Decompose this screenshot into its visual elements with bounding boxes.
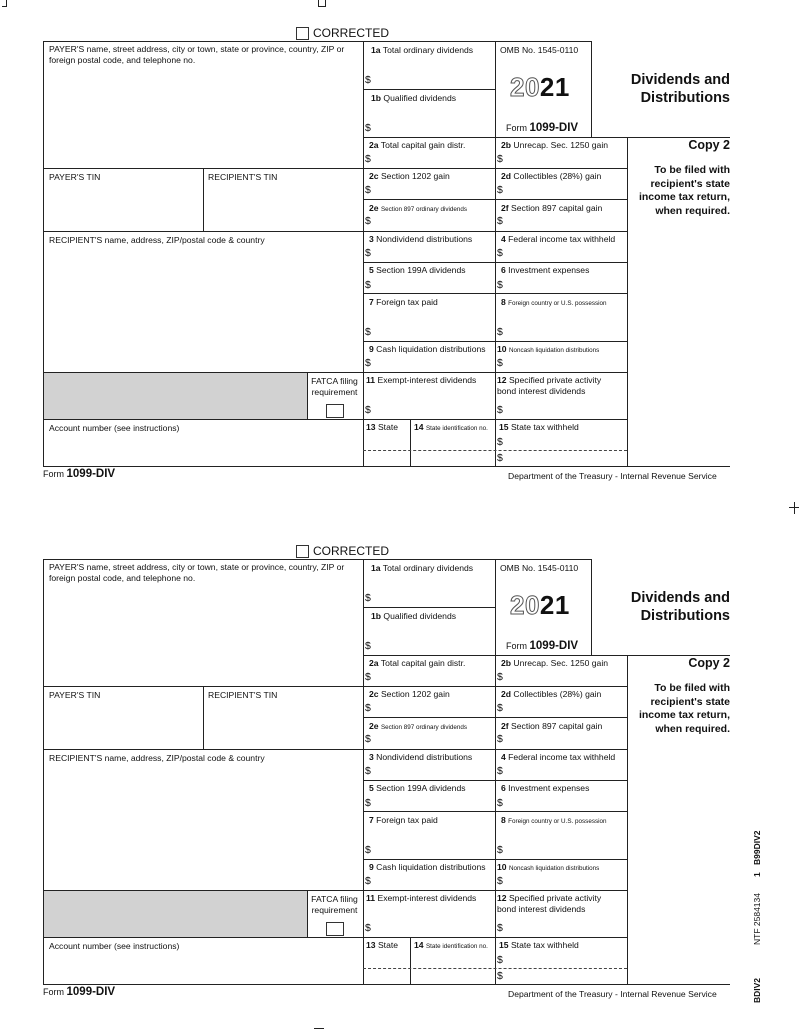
payer-block-label: PAYER'S name, street address, city or town, state or province, country, ZIP or foreign postal code, and telephone no. <box>49 44 345 65</box>
form-name-bottom: Form 1099-DIV <box>43 468 116 480</box>
box-1a-label <box>371 45 473 56</box>
rule <box>363 607 495 608</box>
box-15-amount-field-2[interactable]: $ <box>497 452 503 464</box>
corrected-checkbox[interactable] <box>296 27 309 40</box>
box-10-amount-field[interactable]: $ <box>497 357 503 369</box>
box-caption: Nondividend distributions <box>376 752 473 762</box>
box-2e-label <box>369 721 467 733</box>
rule <box>363 811 627 812</box>
box-number: 9 <box>369 344 374 354</box>
box-number: 2c <box>369 171 379 181</box>
rule <box>591 559 592 655</box>
box-8-amount-field[interactable]: $ <box>497 326 503 338</box>
box-caption: Investment expenses <box>508 265 590 275</box>
fatca-checkbox[interactable] <box>326 922 344 936</box>
box-caption: Specified private activity bond interest dividends <box>497 893 602 914</box>
box-12-amount-field[interactable]: $ <box>497 404 503 416</box>
box-5-amount-field[interactable]: $ <box>365 797 371 809</box>
rule <box>363 717 627 718</box>
box-2a-amount-field[interactable]: $ <box>365 671 371 683</box>
rule <box>363 262 627 263</box>
box-caption: Foreign tax paid <box>376 815 438 825</box>
copy-label: Copy 2 <box>688 656 730 670</box>
box-number: 7 <box>369 297 374 307</box>
box-2e-amount-field[interactable]: $ <box>365 733 371 745</box>
box-2e-amount-field[interactable]: $ <box>365 215 371 227</box>
rule <box>43 559 591 560</box>
box-number: 11 <box>366 893 376 903</box>
rule <box>363 89 495 90</box>
rule <box>43 419 627 420</box>
box-2d-label <box>501 171 601 182</box>
rule <box>363 450 627 451</box>
rule <box>495 41 496 137</box>
box-6-amount-field[interactable]: $ <box>497 279 503 291</box>
box-number: 15 <box>499 940 509 950</box>
box-caption: State tax withheld <box>510 422 579 432</box>
box-10-label <box>497 862 599 874</box>
box-2b-amount-field[interactable]: $ <box>497 671 503 683</box>
box-2c-label <box>369 689 450 700</box>
box-11-label <box>366 893 476 904</box>
form-name-bottom: Form 1099-DIV <box>43 986 116 998</box>
box-caption: Federal income tax withheld <box>508 234 616 244</box>
box-1a-amount-field[interactable]: $ <box>365 592 371 604</box>
box-number: 11 <box>366 375 376 385</box>
box-2a-label <box>369 140 465 151</box>
box-11-label <box>366 375 476 386</box>
form-title: Dividends and Distributions <box>630 590 730 624</box>
tax-year: 2021 <box>510 590 570 620</box>
box-13-label <box>366 422 398 433</box>
box-7-label <box>369 297 438 308</box>
box-3-amount-field[interactable]: $ <box>365 765 371 777</box>
recipient-block-label: RECIPIENT'S name, address, ZIP/postal code & country <box>49 753 265 763</box>
omb-number: OMB No. 1545-0110 <box>500 563 579 573</box>
box-caption: Qualified dividends <box>383 93 457 103</box>
box-number: 8 <box>501 297 506 307</box>
account-label: Account number (see instructions) <box>49 423 180 433</box>
box-number: 7 <box>369 815 374 825</box>
rule <box>43 466 730 467</box>
corrected-checkbox[interactable] <box>296 545 309 558</box>
filed-note: To be filed with recipient's state income tax return, when required. <box>638 164 730 217</box>
form-title: Dividends and Distributions <box>630 72 730 106</box>
side-sheet: 1 <box>752 872 762 877</box>
box-number: 2e <box>369 203 379 213</box>
box-number: 4 <box>501 234 506 244</box>
box-number: 10 <box>497 862 507 872</box>
fatca-checkbox[interactable] <box>326 404 344 418</box>
box-caption: Qualified dividends <box>383 611 457 621</box>
rule <box>363 293 627 294</box>
corrected-label: CORRECTED <box>313 544 390 558</box>
box-number: 13 <box>366 422 376 432</box>
box-7-amount-field[interactable]: $ <box>365 326 371 338</box>
box-caption: Section 199A dividends <box>376 783 466 793</box>
box-caption: Total capital gain distr. <box>380 140 466 150</box>
box-number: 2f <box>501 721 509 731</box>
box-caption: Section 1202 gain <box>380 171 450 181</box>
form-copy-bottom <box>0 518 800 1018</box>
box-2d-amount-field[interactable]: $ <box>497 702 503 714</box>
box-1b-amount-field[interactable]: $ <box>365 122 371 134</box>
fatca-label: FATCA filing requirement <box>311 376 358 397</box>
box-caption: Total ordinary dividends <box>382 563 474 573</box>
box-8-amount-field[interactable]: $ <box>497 844 503 856</box>
rule <box>363 559 364 984</box>
box-2a-label <box>369 658 465 669</box>
box-caption: Noncash liquidation distributions <box>508 865 600 872</box>
rule <box>43 41 591 42</box>
box-number: 2d <box>501 689 512 699</box>
box-9-amount-field[interactable]: $ <box>365 357 371 369</box>
box-5-label <box>369 783 466 794</box>
box-7-amount-field[interactable]: $ <box>365 844 371 856</box>
box-caption: Investment expenses <box>508 783 590 793</box>
fatca-label: FATCA filing requirement <box>311 894 358 915</box>
box-caption: Exempt-interest dividends <box>377 375 477 385</box>
box-caption: Specified private activity bond interest dividends <box>497 375 602 396</box>
rule <box>410 419 411 466</box>
payer-block-label: PAYER'S name, street address, city or town, state or province, country, ZIP or foreign postal code, and telephone no. <box>49 562 345 583</box>
box-caption: State identification no. <box>425 425 488 432</box>
crop-mark <box>2 0 7 7</box>
box-caption: State tax withheld <box>510 940 579 950</box>
rule <box>363 41 364 466</box>
box-caption: Noncash liquidation distributions <box>508 347 600 354</box>
box-number: 2b <box>501 140 512 150</box>
box-caption: Section 897 capital gain <box>511 203 603 213</box>
box-1a-label <box>371 563 473 574</box>
box-9-label <box>369 862 486 873</box>
box-caption: State <box>377 940 399 950</box>
box-4-amount-field[interactable]: $ <box>497 247 503 259</box>
rule <box>43 749 627 750</box>
box-8-label <box>501 297 607 309</box>
box-number: 5 <box>369 265 374 275</box>
box-7-label <box>369 815 438 826</box>
omb-number: OMB No. 1545-0110 <box>500 45 579 55</box>
box-caption: Unrecap. Sec. 1250 gain <box>513 658 609 668</box>
box-1b-amount-field[interactable]: $ <box>365 640 371 652</box>
box-2c-amount-field[interactable]: $ <box>365 184 371 196</box>
box-2c-amount-field[interactable]: $ <box>365 702 371 714</box>
box-11-amount-field[interactable]: $ <box>365 404 371 416</box>
box-caption: Nondividend distributions <box>376 234 473 244</box>
box-caption: Total capital gain distr. <box>380 658 466 668</box>
corrected-label: CORRECTED <box>313 26 390 40</box>
box-15-amount-field[interactable]: $ <box>497 954 503 966</box>
box-caption: Foreign country or U.S. possession <box>508 300 607 307</box>
box-2f-label <box>501 721 602 732</box>
rule <box>43 937 627 938</box>
box-caption: Federal income tax withheld <box>508 752 616 762</box>
box-caption: Section 897 ordinary dividends <box>380 206 468 213</box>
account-label: Account number (see instructions) <box>49 941 180 951</box>
box-number: 2a <box>369 140 379 150</box>
box-number: 1a <box>371 45 381 55</box>
box-6-label <box>501 783 589 794</box>
recipient-tin-label: RECIPIENT'S TIN <box>208 172 278 182</box>
box-4-label <box>501 234 615 245</box>
rule <box>495 655 496 984</box>
box-4-label <box>501 752 615 763</box>
box-caption: Collectibles (28%) gain <box>513 689 602 699</box>
box-12-label <box>497 375 615 396</box>
box-2f-label <box>501 203 602 214</box>
box-3-label <box>369 234 472 245</box>
recipient-block-label: RECIPIENT'S name, address, ZIP/postal code & country <box>49 235 265 245</box>
form-name-top: Form 1099-DIV <box>506 640 579 652</box>
box-caption: Foreign country or U.S. possession <box>508 818 607 825</box>
box-9-label <box>369 344 486 355</box>
box-number: 3 <box>369 752 374 762</box>
copy-label: Copy 2 <box>688 138 730 152</box>
box-number: 10 <box>497 344 507 354</box>
box-caption: Section 897 capital gain <box>511 721 603 731</box>
box-2c-label <box>369 171 450 182</box>
rule <box>410 937 411 984</box>
box-number: 1b <box>371 611 382 621</box>
box-caption: Total ordinary dividends <box>382 45 474 55</box>
box-3-amount-field[interactable]: $ <box>365 247 371 259</box>
box-number: 6 <box>501 265 506 275</box>
box-caption: Section 1202 gain <box>380 689 450 699</box>
box-number: 5 <box>369 783 374 793</box>
box-1a-amount-field[interactable]: $ <box>365 74 371 86</box>
box-number: 9 <box>369 862 374 872</box>
box-5-label <box>369 265 466 276</box>
box-number: 1b <box>371 93 382 103</box>
box-2d-label <box>501 689 601 700</box>
box-1b-label <box>371 611 456 622</box>
box-13-label <box>366 940 398 951</box>
box-caption: Unrecap. Sec. 1250 gain <box>513 140 609 150</box>
box-number: 2e <box>369 721 379 731</box>
rule <box>43 168 627 169</box>
crop-mark <box>314 1028 324 1029</box>
box-number: 2b <box>501 658 512 668</box>
rule <box>363 341 627 342</box>
box-15-amount-field-2[interactable]: $ <box>497 970 503 982</box>
rule <box>363 968 627 969</box>
box-2b-amount-field[interactable]: $ <box>497 153 503 165</box>
box-caption: Exempt-interest dividends <box>377 893 477 903</box>
rule <box>627 655 628 984</box>
crop-mark <box>794 502 795 514</box>
box-number: 2a <box>369 658 379 668</box>
rule <box>363 859 627 860</box>
box-2e-label <box>369 203 467 215</box>
box-number: 12 <box>497 375 507 385</box>
rule <box>495 137 496 466</box>
box-4-amount-field[interactable]: $ <box>497 765 503 777</box>
box-3-label <box>369 752 472 763</box>
box-caption: State identification no. <box>425 943 488 950</box>
box-14-label <box>414 422 488 434</box>
fatca-shaded-area <box>44 373 307 419</box>
rule <box>43 231 627 232</box>
rule <box>43 984 730 985</box>
rule <box>495 559 496 655</box>
box-caption: Section 897 ordinary dividends <box>380 724 468 731</box>
box-12-amount-field[interactable]: $ <box>497 922 503 934</box>
payer-tin-label: PAYER'S TIN <box>49 172 101 182</box>
box-5-amount-field[interactable]: $ <box>365 279 371 291</box>
box-15-label <box>499 422 579 433</box>
fatca-shaded-area <box>44 891 307 937</box>
box-15-label <box>499 940 579 951</box>
box-caption: Cash liquidation distributions <box>376 344 486 354</box>
box-11-amount-field[interactable]: $ <box>365 922 371 934</box>
box-number: 14 <box>414 940 424 950</box>
box-1b-label <box>371 93 456 104</box>
box-2f-amount-field[interactable]: $ <box>497 215 503 227</box>
rule <box>203 686 204 749</box>
box-number: 6 <box>501 783 506 793</box>
box-14-label <box>414 940 488 952</box>
box-8-label <box>501 815 607 827</box>
box-number: 2d <box>501 171 512 181</box>
payer-tin-label: PAYER'S TIN <box>49 690 101 700</box>
box-caption: Section 199A dividends <box>376 265 466 275</box>
box-2d-amount-field[interactable]: $ <box>497 184 503 196</box>
box-10-label <box>497 344 599 356</box>
box-caption: Foreign tax paid <box>376 297 438 307</box>
box-number: 12 <box>497 893 507 903</box>
rule <box>591 41 592 137</box>
box-caption: Collectibles (28%) gain <box>513 171 602 181</box>
box-number: 15 <box>499 422 509 432</box>
rule <box>203 168 204 231</box>
box-2a-amount-field[interactable]: $ <box>365 153 371 165</box>
box-number: 14 <box>414 422 424 432</box>
rule <box>43 686 627 687</box>
box-number: 2f <box>501 203 509 213</box>
filed-note: To be filed with recipient's state income tax return, when required. <box>638 682 730 735</box>
box-caption: State <box>377 422 399 432</box>
box-2f-amount-field[interactable]: $ <box>497 733 503 745</box>
box-number: 2c <box>369 689 379 699</box>
box-2b-label <box>501 140 608 151</box>
form-name-top: Form 1099-DIV <box>506 122 579 134</box>
box-6-label <box>501 265 589 276</box>
tax-year: 2021 <box>510 72 570 102</box>
crop-mark <box>318 0 326 7</box>
rule <box>363 780 627 781</box>
side-bottom: BDIV2 <box>752 977 762 1003</box>
box-10-amount-field[interactable]: $ <box>497 875 503 887</box>
box-15-amount-field[interactable]: $ <box>497 436 503 448</box>
box-caption: Cash liquidation distributions <box>376 862 486 872</box>
box-12-label <box>497 893 615 914</box>
department-label: Department of the Treasury - Internal Revenue Service <box>508 989 717 999</box>
box-number: 1a <box>371 563 381 573</box>
box-number: 8 <box>501 815 506 825</box>
box-9-amount-field[interactable]: $ <box>365 875 371 887</box>
box-number: 4 <box>501 752 506 762</box>
box-6-amount-field[interactable]: $ <box>497 797 503 809</box>
recipient-tin-label: RECIPIENT'S TIN <box>208 690 278 700</box>
side-ntf: NTF 2584134 <box>752 893 762 945</box>
rule <box>627 137 628 466</box>
side-code: B99DIV2 <box>752 830 762 865</box>
box-number: 13 <box>366 940 376 950</box>
box-number: 3 <box>369 234 374 244</box>
box-2b-label <box>501 658 608 669</box>
rule <box>363 199 627 200</box>
form-copy-top <box>0 0 800 500</box>
department-label: Department of the Treasury - Internal Revenue Service <box>508 471 717 481</box>
